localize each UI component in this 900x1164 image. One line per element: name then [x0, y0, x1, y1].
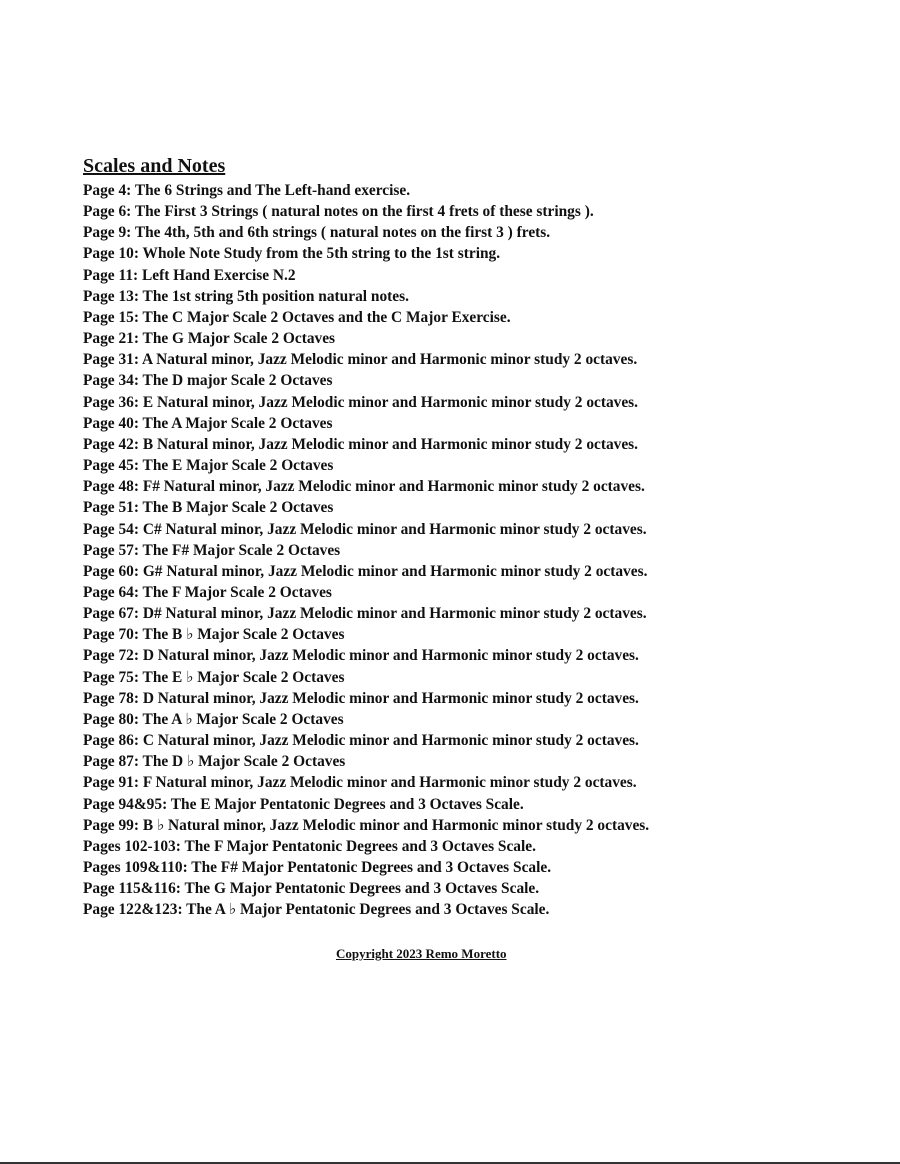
toc-entry: Page 122&123: The A ♭ Major Pentatonic Degrees and 3 Octaves Scale. — [83, 901, 550, 919]
toc-entry: Page 54: C# Natural minor, Jazz Melodic minor and Harmonic minor study 2 octaves. — [83, 520, 647, 538]
toc-entry: Page 67: D# Natural minor, Jazz Melodic minor and Harmonic minor study 2 octaves. — [83, 605, 647, 623]
toc-entry: Page 115&116: The G Major Pentatonic Degrees and 3 Octaves Scale. — [83, 880, 540, 898]
toc-entry: Page 21: The G Major Scale 2 Octaves — [83, 330, 336, 348]
toc-entry: Page 15: The C Major Scale 2 Octaves and the C Major Exercise. — [83, 308, 511, 326]
toc-entry: Page 72: D Natural minor, Jazz Melodic minor and Harmonic minor study 2 octaves. — [83, 647, 639, 665]
toc-entry: Page 57: The F# Major Scale 2 Octaves — [83, 541, 341, 559]
toc-entry: Page 48: F# Natural minor, Jazz Melodic minor and Harmonic minor study 2 octaves. — [83, 478, 645, 496]
toc-entry: Page 36: E Natural minor, Jazz Melodic minor and Harmonic minor study 2 octaves. — [83, 393, 639, 411]
toc-entry: Page 6: The First 3 Strings ( natural notes on the first 4 frets of these strings ). — [83, 203, 594, 221]
toc-entry: Page 86: C Natural minor, Jazz Melodic minor and Harmonic minor study 2 octaves. — [83, 732, 639, 750]
toc-entry: Page 64: The F Major Scale 2 Octaves — [83, 583, 332, 601]
toc-entry: Page 99: B ♭ Natural minor, Jazz Melodic minor and Harmonic minor study 2 octaves. — [83, 816, 650, 834]
section-title: Scales and Notes — [83, 155, 226, 177]
toc-entry: Page 91: F Natural minor, Jazz Melodic minor and Harmonic minor study 2 octaves. — [83, 774, 637, 792]
toc-entry: Page 31: A Natural minor, Jazz Melodic minor and Harmonic minor study 2 octaves. — [83, 351, 638, 369]
toc-entry: Page 9: The 4th, 5th and 6th strings ( natural notes on the first 3 ) frets. — [83, 224, 551, 242]
toc-entry: Page 34: The D major Scale 2 Octaves — [83, 372, 333, 390]
toc-entry: Page 10: Whole Note Study from the 5th string to the 1st string. — [83, 245, 501, 263]
toc-entry: Pages 102-103: The F Major Pentatonic Degrees and 3 Octaves Scale. — [83, 837, 536, 855]
toc-entry: Page 45: The E Major Scale 2 Octaves — [83, 457, 334, 475]
copyright-notice: Copyright 2023 Remo Moretto — [336, 946, 507, 961]
toc-list — [83, 180, 883, 920]
toc-entry: Pages 109&110: The F# Major Pentatonic Degrees and 3 Octaves Scale. — [83, 859, 552, 876]
toc-entry: Page 4: The 6 Strings and The Left-hand exercise. — [83, 182, 411, 199]
toc-entry: Page 87: The D ♭ Major Scale 2 Octaves — [83, 753, 346, 771]
toc-entry: Page 70: The B ♭ Major Scale 2 Octaves — [83, 626, 345, 644]
toc-entry: Page 11: Left Hand Exercise N.2 — [83, 266, 296, 284]
toc-entry: Page 40: The A Major Scale 2 Octaves — [83, 414, 333, 432]
toc-entry: Page 13: The 1st string 5th position natural notes. — [83, 287, 409, 305]
toc-entry: Page 60: G# Natural minor, Jazz Melodic minor and Harmonic minor study 2 octaves. — [83, 562, 648, 580]
toc-entry: Page 78: D Natural minor, Jazz Melodic minor and Harmonic minor study 2 octaves. — [83, 689, 639, 707]
toc-entry: Page 42: B Natural minor, Jazz Melodic minor and Harmonic minor study 2 octaves. — [83, 435, 639, 453]
toc-entry: Page 94&95: The E Major Pentatonic Degrees and 3 Octaves Scale. — [83, 795, 524, 813]
toc-entry: Page 80: The A ♭ Major Scale 2 Octaves — [83, 710, 344, 728]
toc-entry: Page 51: The B Major Scale 2 Octaves — [83, 499, 334, 517]
toc-entry: Page 75: The E ♭ Major Scale 2 Octaves — [83, 668, 345, 686]
toc-section — [83, 154, 883, 920]
